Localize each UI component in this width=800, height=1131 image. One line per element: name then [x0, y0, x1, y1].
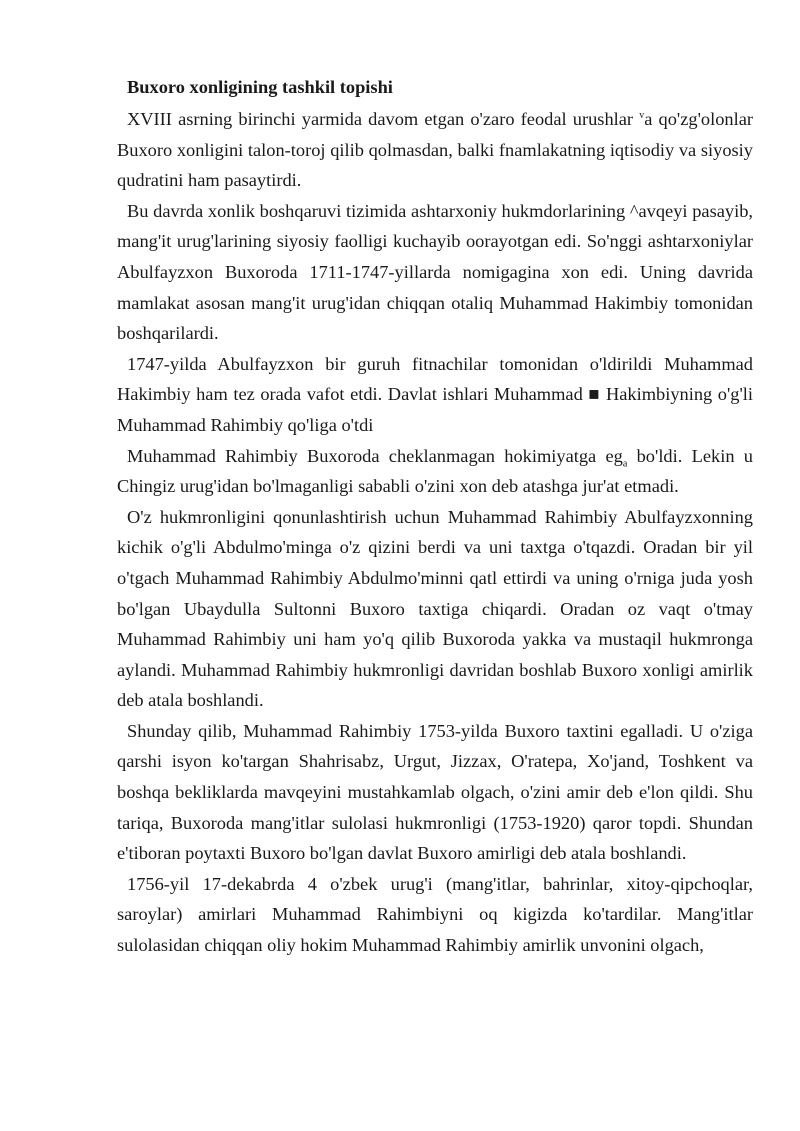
paragraph-1-text-start: XVIII asrning birinchi yarmida davom etgan o'zaro feodal urushlar: [127, 109, 640, 129]
section-heading: Buxoro xonligining tashkil topishi: [127, 77, 393, 97]
paragraph-2: Bu davrda xonlik boshqaruvi tizimida ashtarxoniy hukmdorlarining ^avqeyi pasayib, mang'it urug'larining siyosiy faolligi kuchayib oorayotgan edi. So'nggi ashtarxoniylar Abulfayzxon Buxoroda 1711-1747-yillarda nomigagina xon edi. Uning davrida mamlakat asosan mang'it urug'idan chiqqan otaliq Muhammad Hakimbiy tomonidan boshqarilardi.: [117, 200, 753, 344]
paragraph-6: Shunday qilib, Muhammad Rahimbiy 1753-yilda Buxoro taxtini egalladi. U o'ziga qarshi isyon ko'targan Shahrisabz, Urgut, Jizzax, O'ratepa, Xo'jand, Toshkent va boshqa bekliklarda mavqeyini mustahkamlab olgach, o'zini amir deb e'lon qildi. Shu tariqa, Buxoroda mang'itlar sulolasi hukmronligi (1753-1920) qaror topdi. Shundan e'tiboran poytaxti Buxoro bo'lgan davlat Buxoro amirligi deb atala boshlandi.: [117, 720, 753, 864]
paragraph-3: 1747-yilda Abulfayzxon bir guruh fitnachilar tomonidan o'ldirildi Muhammad Hakimbiy ham tez orada vafot etdi. Davlat ishlari Muhammad ■ Hakimbiyning o'g'li Muhammad Rahimbiy qo'liga o'tdi: [117, 353, 753, 435]
document-page: [117, 72, 753, 961]
paragraph-7: 1756-yil 17-dekabrda 4 o'zbek urug'i (mang'itlar, bahrinlar, xitoy-qipchoqlar, saroylar) amirlari Muhammad Rahimbiyni oq kigizda ko'tardilar. Mang'itlar sulolasidan chiqqan oliy hokim Muhammad Rahimbiy amirlik unvonini olgach,: [117, 873, 753, 956]
paragraph-4-text-start: Muhammad Rahimbiy Buxoroda cheklanmagan hokimiyatga eg: [127, 445, 623, 466]
paragraph-4-text-end: bo'ldi. Lekin u Chingiz urug'idan bo'lmaganligi sababli o'zini xon deb atashga jur'at etmadi.: [117, 445, 753, 497]
paragraph-1: [117, 104, 753, 196]
paragraph-4: [117, 441, 753, 502]
paragraph-1-superscript-mark: v: [639, 109, 645, 121]
paragraph-5: O'z hukmronligini qonunlashtirish uchun Muhammad Rahimbiy Abulfayzxonning kichik o'g'li Abdulmo'minga o'z qizini berdi va uni taxtga o'tqazdi. Oradan bir yil o'tgach Muhammad Rahimbiy Abdulmo'minni qatl ettirdi va uning o'rniga juda yosh bo'lgan Ubaydulla Sultonni Buxoro taxtiga chiqardi. Oradan oz vaqt o'tmay Muhammad Rahimbiy uni ham yo'q qilib Buxoroda yakka va mustaqil hukmronga aylandi. Muhammad Rahimbiy hukmronligi davridan boshlab Buxoro xonligi amirlik deb atala boshlandi.: [117, 506, 753, 711]
paragraph-1-text-end: a qo'zg'olonlar Buxoro xonligini talon-toroj qilib qolmasdan, balki fnamlakatning iqtisodiy va siyosiy qudratini ham pasaytirdi.: [117, 109, 753, 191]
paragraph-4-subscript-mark: a: [622, 458, 628, 470]
